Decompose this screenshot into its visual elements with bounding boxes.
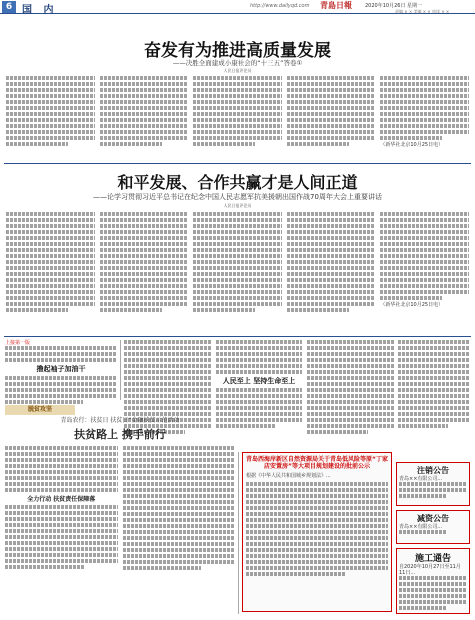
cancellation-notice-1 [396, 462, 470, 506]
lower-right-article [398, 340, 470, 440]
notice-ad-body: 根据《中华人民共和国城乡规划法》... [246, 473, 331, 479]
editor-credits: 责编 × × 美编 × × 审读 × × [395, 9, 450, 14]
article1-footer: （新华社北京10月25日电） [380, 142, 444, 148]
article1-title: 奋发有为推进高质量发展 [144, 41, 331, 61]
section-divider [4, 336, 471, 337]
section-divider [4, 163, 471, 164]
cancellation-notice-1-title: 注销公告 [417, 465, 449, 475]
construction-notice-title: 施工通告 [414, 554, 451, 564]
lower-middle-heading: 人民至上 坚持生命至上 [222, 376, 296, 385]
feature-subtitle: 青岛农行：扶贫日 扶贫日“金融扶贫示范活动 [60, 417, 180, 424]
feature-subheading: 全力行动 扶贫责任保障落 [27, 496, 96, 503]
notice-ad [242, 452, 392, 612]
capital-reduction-notice [396, 510, 470, 544]
continued-note: 上接第一版 [5, 340, 31, 346]
column-divider [238, 452, 239, 614]
issue-date: 2020年10月26日 星期一 [365, 3, 423, 9]
page-header [0, 0, 475, 14]
website-url: http://www.dailyqd.com [250, 3, 310, 9]
article2-source: 人民日报评论员 [223, 203, 252, 208]
capital-reduction-notice-title: 减资公告 [417, 513, 449, 523]
feature-title: 扶贫路上 携手前行 [74, 428, 166, 441]
article2-footer: （新华社北京10月25日电） [380, 302, 444, 308]
article1-body [6, 76, 469, 160]
article2-subtitle: ——论学习贯彻习近平总书记在纪念中国人民志愿军抗美援朝出国作战70周年大会上重要讲话 [93, 193, 382, 201]
lower-left-heading: 撸起袖子加油干 [36, 364, 86, 373]
article1-source: 人民日报评论员 [223, 68, 252, 73]
article2-body [6, 212, 469, 332]
construction-notice-body: 自2020年10月27日至11月11日... [399, 564, 461, 576]
column-divider [120, 340, 121, 400]
paper-logo: 青島日報 [320, 0, 352, 10]
notice-ad-title: 青岛西海岸新区自然资源局关于青岛低风险等原“丁家店安置房”等大项目规划建设的批前公示 [246, 456, 388, 470]
construction-notice [396, 548, 470, 614]
capital-reduction-notice-body: 青岛××有限公司... [399, 524, 443, 530]
article2-title: 和平发展、合作共赢才是人间正道 [117, 173, 358, 192]
cancellation-notice-1-body: 青岛××有限公司... [399, 476, 443, 482]
feature-article [5, 418, 235, 616]
feature-tag: 脱贫攻坚 [5, 405, 75, 415]
section-title: 国 内 [22, 5, 58, 16]
lower-left-article [5, 340, 117, 400]
page-number: 6 [2, 1, 16, 13]
article1-subtitle: ——决胜全面建成小康社会的“十三五”答卷① [172, 59, 303, 67]
